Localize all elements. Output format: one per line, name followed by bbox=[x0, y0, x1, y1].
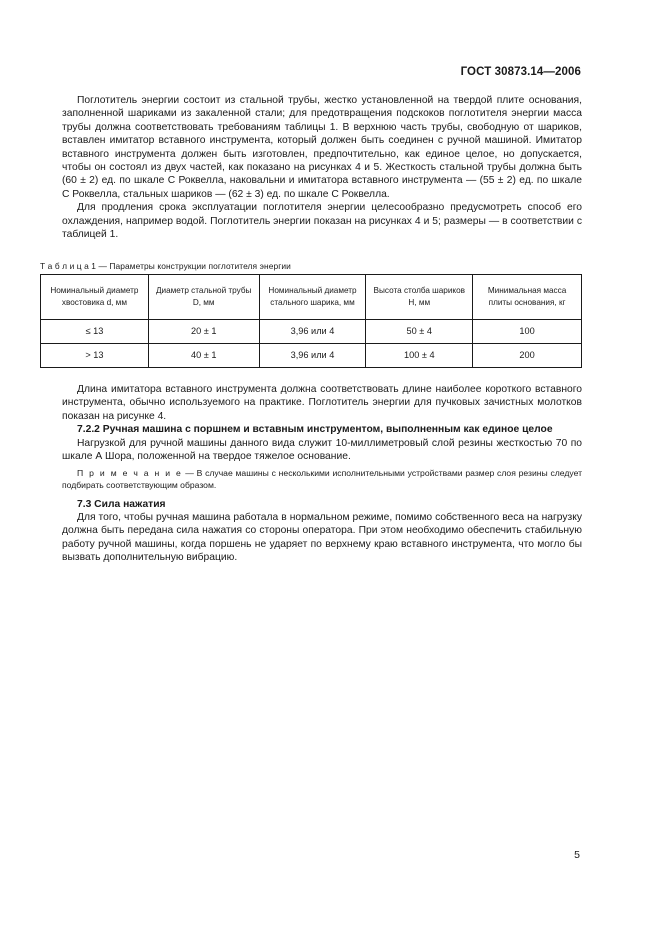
table-cell: > 13 bbox=[41, 344, 149, 368]
table-cell: 3,96 или 4 bbox=[259, 344, 366, 368]
heading-7-2-2: 7.2.2 Ручная машина с поршнем и вставным инструментом, выполненным как единое целое bbox=[77, 424, 553, 436]
table-cell: 3,96 или 4 bbox=[259, 320, 366, 344]
table-cell: 20 ± 1 bbox=[148, 320, 259, 344]
table-header-row bbox=[41, 275, 582, 320]
paragraph-pressing-force: Для того, чтобы ручная машина работала в нормальном режиме, помимо собственного веса на нагрузку должна быть передана сила нажатия со стороны оператора. При этом необходимо обеспечить стабильную работу ручной машины, когда поршень не ударяет по верхнему краю вставного инструмента, что могло бы вызвать дополнительную вибрацию. bbox=[62, 512, 582, 564]
paragraph-simulator-length: Длина имитатора вставного инструмента должна соответствовать длине наиболее короткого вставного инструмента, обычно используемого на практике. Поглотитель энергии для пучковых зачистных молотков показан на рисунке 4. bbox=[62, 384, 582, 422]
table-cell: 100 ± 4 bbox=[366, 344, 473, 368]
after-table-section bbox=[62, 383, 582, 565]
note bbox=[62, 468, 582, 491]
table-cell: 50 ± 4 bbox=[366, 320, 473, 344]
table-caption-text: — Параметры конструкции поглотителя энергии bbox=[96, 261, 291, 271]
note-text: — В случае машины с несколькими исполнительными устройствами размер слоя резины следует подбирать соответствующим образом. bbox=[62, 468, 582, 491]
table-cell: 40 ± 1 bbox=[148, 344, 259, 368]
table-row bbox=[41, 344, 582, 368]
header-base-plate-mass: Минимальная масса плиты основания, кг bbox=[473, 275, 582, 320]
document-code: ГОСТ 30873.14—2006 bbox=[460, 66, 581, 78]
page-number: 5 bbox=[574, 849, 580, 861]
header-ball-column-height: Высота столба шариков H, мм bbox=[366, 275, 473, 320]
table-cell: 200 bbox=[473, 344, 582, 368]
heading-7-3: 7.3 Сила нажатия bbox=[77, 498, 166, 510]
header-ball-diameter: Номинальный диаметр стального шарика, мм bbox=[259, 275, 366, 320]
table-caption-label: Т а б л и ц а 1 bbox=[40, 261, 97, 271]
table-row bbox=[41, 320, 582, 344]
intro-section bbox=[62, 94, 582, 241]
parameters-table bbox=[40, 274, 582, 368]
paragraph-energy-absorber: Поглотитель энергии состоит из стальной трубы, жестко установленной на твердой плите основания, заполненной шариками из закаленной стали; для предотвращения подскоков поглотителя энергии масса трубы должна соответствовать требованиям таблицы 1. В верхнюю часть трубы, свободную от шариков, вставлен имитатор вставного инструмента, который должен быть соединен с ручной машиной. Имитатор вставного инструмента должен быть изготовлен, предпочтительно, как единое целое, но допускается, чтобы он состоял из двух частей, как показано на рисунках 4 и 5. Жесткость стальной трубы должна быть (60 ± 2) ед. по шкале С Роквелла, наковальни и имитатора вставного инструмента — (55 ± 2) ед. по шкале С Роквелла, стальных шариков — (62 ± 3) ед. по шкале С Роквелла. bbox=[62, 95, 582, 200]
paragraph-cooling: Для продления срока эксплуатации поглотителя энергии целесообразно предусмотреть способ его охлаждения, например водой. Поглотитель энергии показан на рисунках 4 и 5; размеры — в соответствии с таблицей 1. bbox=[62, 202, 582, 241]
note-label: П р и м е ч а н и е bbox=[77, 468, 183, 479]
table-caption bbox=[40, 261, 291, 271]
header-tube-diameter: Диаметр стальной трубы D, мм bbox=[148, 275, 259, 320]
header-shank-diameter: Номинальный диаметр хвостовика d, мм bbox=[41, 275, 149, 320]
paragraph-rubber-load: Нагрузкой для ручной машины данного вида служит 10-миллиметровый слой резины жесткостью 70 по шкале А Шора, положенной на твердое тяжелое основание. bbox=[62, 437, 582, 463]
table-cell: 100 bbox=[473, 320, 582, 344]
table-cell: ≤ 13 bbox=[41, 320, 149, 344]
